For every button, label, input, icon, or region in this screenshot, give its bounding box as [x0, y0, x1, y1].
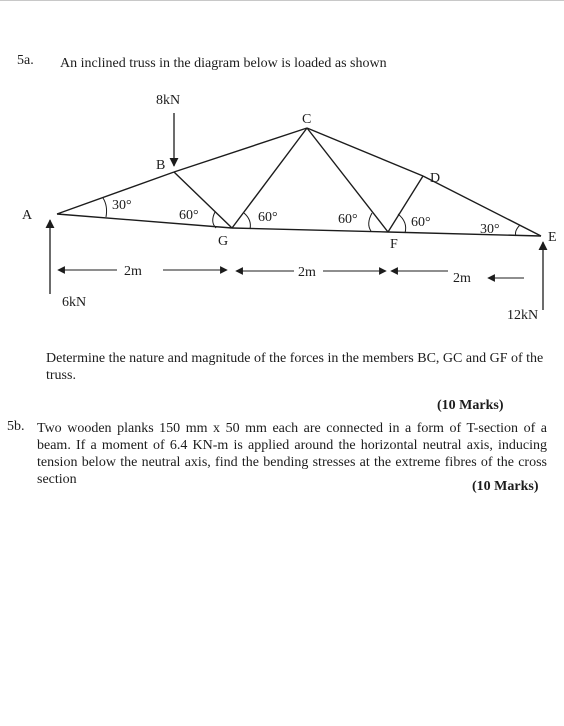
- angle-arc-a: [103, 198, 107, 217]
- question-5a-number: 5a.: [17, 53, 34, 68]
- question-5a-text: Determine the nature and magnitude of the forces in the members BC, GC and GF of the truss.: [46, 351, 544, 383]
- load-label-b: 8kN: [156, 93, 181, 108]
- node-label-g: G: [218, 234, 229, 249]
- angle-label-f-right: 60°: [411, 215, 431, 230]
- node-label-f: F: [390, 237, 398, 252]
- angle-arc-e: [516, 225, 521, 236]
- node-label-d: D: [430, 171, 441, 186]
- truss-members: [57, 128, 541, 236]
- question-5a-marks: (10 Marks): [437, 398, 504, 413]
- member-gf: [232, 228, 388, 232]
- span-label-2: 2m: [298, 265, 316, 280]
- angle-label-g-left: 60°: [179, 208, 199, 223]
- angle-label-a: 30°: [112, 198, 132, 213]
- question-5b-marks: (10 Marks): [472, 479, 539, 494]
- angle-label-e: 30°: [480, 222, 500, 237]
- member-cd: [307, 128, 423, 176]
- span-label-3: 2m: [453, 271, 471, 286]
- question-5a-intro: An inclined truss in the diagram below is loaded as shown: [60, 56, 387, 71]
- member-ag: [57, 214, 232, 228]
- angle-label-f-left: 60°: [338, 212, 358, 227]
- node-label-a: A: [22, 208, 33, 223]
- angle-label-g-right: 60°: [258, 210, 278, 225]
- member-fe: [388, 232, 541, 236]
- member-bc: [174, 128, 307, 172]
- question-5b-text: Two wooden planks 150 mm x 50 mm each are connected in a form of T-section of a beam. If a moment of 6.4 KN-m is applied around the horizontal neutral axis, inducing tension below the neutral axis, find the bending stresses at the extreme fibres of the cross section: [37, 421, 547, 487]
- node-label-b: B: [156, 158, 166, 173]
- node-label-e: E: [548, 230, 557, 245]
- truss-diagram: [0, 0, 564, 330]
- angle-arc-g-right: [244, 213, 250, 229]
- angle-arc-f-right: [398, 214, 406, 233]
- reaction-label-e: 12kN: [507, 308, 539, 323]
- span-label-1: 2m: [124, 264, 142, 279]
- node-label-c: C: [302, 112, 312, 127]
- reaction-label-a: 6kN: [62, 295, 87, 310]
- angle-arc-g-left: [213, 212, 216, 228]
- angle-arc-f-left: [369, 213, 372, 231]
- question-5b-number: 5b.: [7, 419, 25, 434]
